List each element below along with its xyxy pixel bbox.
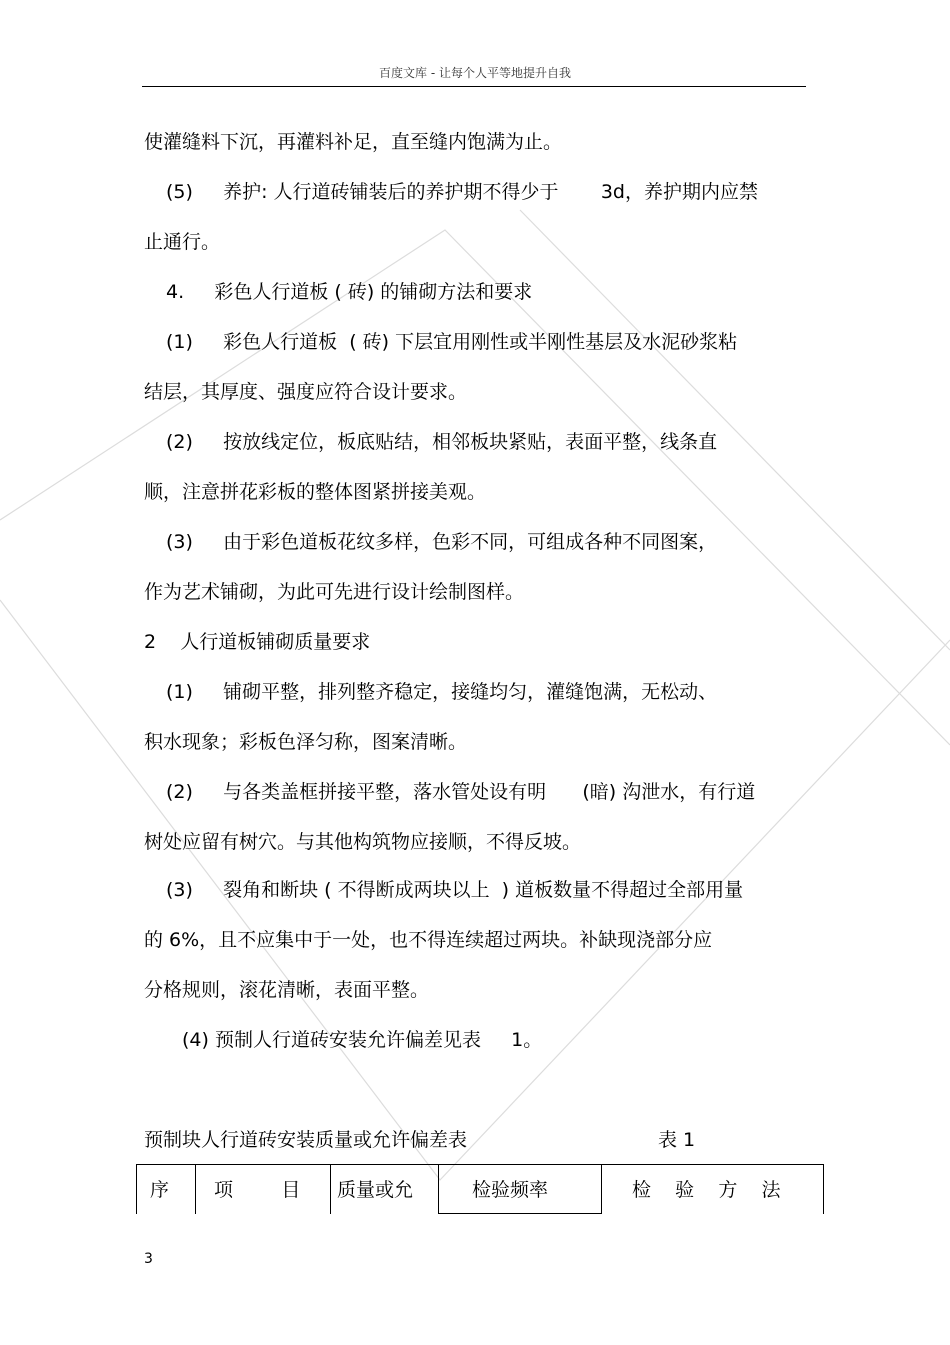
deviation-table — [136, 1164, 824, 1214]
body-line: 作为艺术铺砌，为此可先进行设计绘制图样。 — [144, 581, 525, 603]
table-caption: 预制块人行道砖安装质量或允许偏差表 — [144, 1129, 468, 1151]
page-number: 3 — [144, 1251, 153, 1267]
table-border — [823, 1164, 824, 1214]
body-line: (1) 彩色人行道板 ( 砖) 下层宜用刚性或半刚性基层及水泥砂浆粘 — [166, 331, 738, 353]
table-header-cell: 检验频率 — [472, 1179, 549, 1201]
table-border — [330, 1164, 331, 1214]
body-line: 积水现象；彩板色泽匀称，图案清晰。 — [144, 731, 468, 753]
body-line: 顺，注意拼花彩板的整体图紧拼接美观。 — [144, 481, 487, 503]
body-line: (3) 裂角和断块 ( 不得断成两块以上 ) 道板数量不得超过全部用量 — [166, 879, 744, 901]
table-border — [195, 1164, 196, 1214]
section-heading: 4. 彩色人行道板 ( 砖) 的铺砌方法和要求 — [166, 281, 533, 303]
body-line: (1) 铺砌平整，排列整齐稳定，接缝均匀，灌缝饱满，无松动、 — [166, 681, 718, 703]
body-line: (5) 养护: 人行道砖铺装后的养护期不得少于 3d，养护期内应禁 — [166, 181, 758, 203]
table-border — [601, 1164, 602, 1214]
table-top-border — [136, 1164, 824, 1165]
table-border — [136, 1164, 137, 1214]
body-line: (2) 按放线定位，板底贴结，相邻板块紧贴，表面平整，线条直 — [166, 431, 718, 453]
table-header-cell: 项 目 — [214, 1179, 301, 1201]
body-line: 树处应留有树穴。与其他构筑物应接顺，不得反坡。 — [144, 831, 582, 853]
body-line: 结层，其厚度、强度应符合设计要求。 — [144, 381, 468, 403]
body-line: (3) 由于彩色道板花纹多样，色彩不同，可组成各种不同图案， — [166, 531, 718, 553]
header-divider — [142, 86, 806, 87]
body-line: (4) 预制人行道砖安装允许偏差见表 1。 — [182, 1029, 543, 1051]
body-line: 止通行。 — [144, 231, 221, 253]
body-line: 的 6%，且不应集中于一处，也不得连续超过两块。补缺现浇部分应 — [144, 929, 713, 951]
table-header-cell: 质量或允 — [337, 1179, 414, 1201]
table-border — [438, 1164, 439, 1214]
table-header-cell: 检 验 方 法 — [632, 1179, 781, 1201]
body-line: (2) 与各类盖框拼接平整，落水管处设有明 (暗) 沟泄水，有行道 — [166, 781, 756, 803]
table-header-cell: 序 — [150, 1179, 170, 1201]
section-heading: 2 人行道板铺砌质量要求 — [144, 631, 371, 653]
body-line: 分格规则，滚花清晰，表面平整。 — [144, 979, 430, 1001]
table-label: 表 1 — [658, 1129, 696, 1151]
page-header: 百度文库 - 让每个人平等地提升自我 — [379, 66, 571, 80]
body-line: 使灌缝料下沉，再灌料补足，直至缝内饱满为止。 — [144, 131, 563, 153]
table-cell-underline — [438, 1213, 602, 1214]
